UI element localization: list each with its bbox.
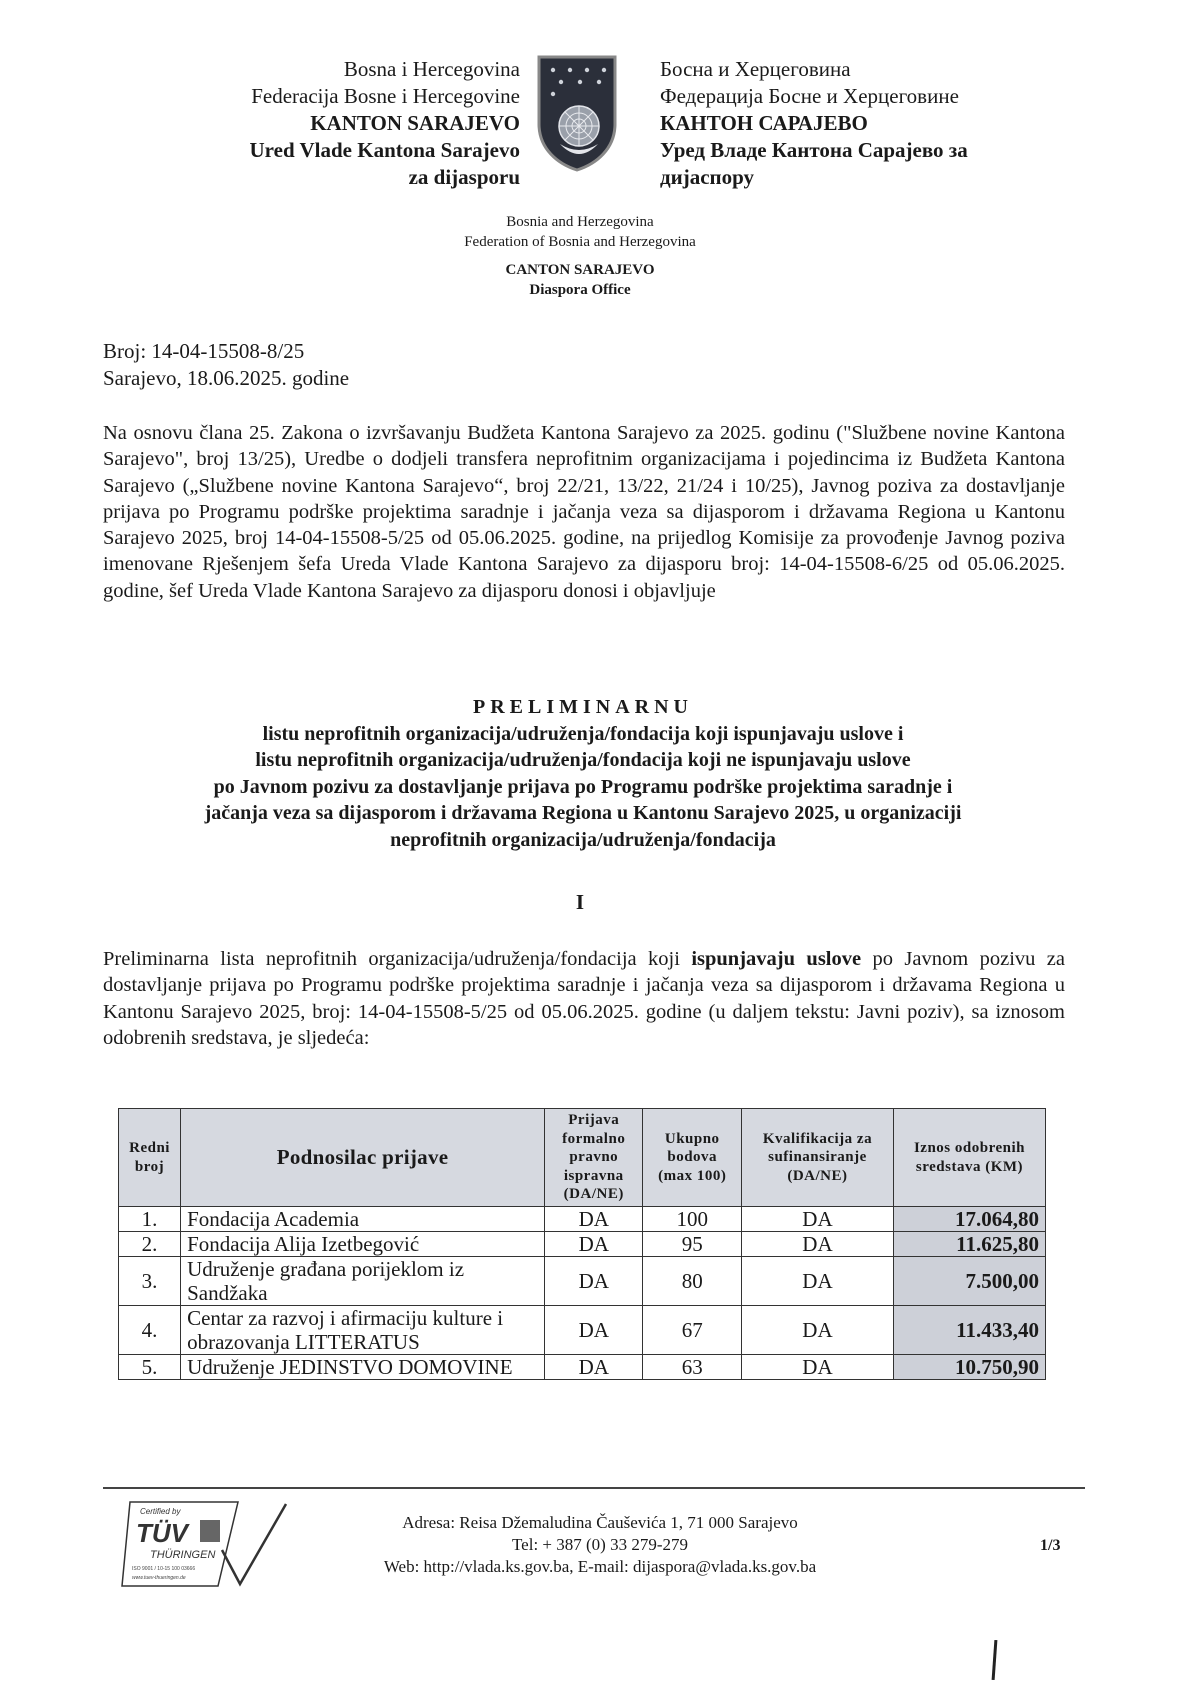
table-row [119, 1207, 1046, 1232]
cell-formal: DA [545, 1306, 643, 1355]
title-main: PRELIMINARNU [473, 696, 693, 718]
page-number: 1/3 [1040, 1537, 1061, 1554]
footer-web-email: Web: http://vlada.ks.gov.ba, E-mail: dijaspora@vlada.ks.gov.ba [383, 1557, 817, 1576]
header-federation-cyr: Федерација Босне и Херцеговине [660, 84, 959, 108]
cell-points: 67 [643, 1306, 741, 1355]
cell-amount: 11.433,40 [893, 1306, 1045, 1355]
header-federation: Federacija Bosne i Hercegovine [251, 84, 520, 108]
header-formalno: Prijava formalno pravno ispravna (DA/NE) [545, 1109, 643, 1207]
cell-applicant: Fondacija Academia [181, 1207, 545, 1232]
cell-points: 100 [643, 1207, 741, 1232]
cell-points: 63 [643, 1355, 741, 1380]
cell-points: 80 [643, 1257, 741, 1306]
header-canton: KANTON SARAJEVO [310, 111, 520, 135]
tuv-brand: TÜV [136, 1518, 188, 1548]
cell-amount: 7.500,00 [893, 1257, 1045, 1306]
cell-formal: DA [545, 1355, 643, 1380]
title-line: listu neprofitnih organizacija/udruženja/fondacija koji ne ispunjavaju uslove [255, 749, 911, 771]
title-line: neprofitnih organizacija/udruženja/fondacija [390, 828, 776, 851]
cell-qualified: DA [741, 1232, 893, 1257]
cell-qualified: DA [741, 1306, 893, 1355]
header-bosnian-latin [150, 56, 520, 191]
header-canton-cyr: КАНТОН САРАЈЕВО [660, 111, 868, 135]
cell-formal: DA [545, 1207, 643, 1232]
table-row [119, 1257, 1046, 1306]
cell-applicant: Centar za razvoj i afirmaciju kulture i obrazovanja LITTERATUS [181, 1306, 545, 1355]
cell-qualified: DA [741, 1207, 893, 1232]
section-text: po Javnom pozivu za dostavljanje prijava po Programu podrške projektima saradnje i jačanja veza sa dijasporom i državama Regiona u Kantonu Sarajevo 2025, broj: 14-04-15508-5/25 od 05.06.2025. godine (u daljem tekstu: Javni poziv), sa iznosom odobrenih sredstava, je sljedeća: [103, 948, 1065, 1049]
reference-place-date: Sarajevo, 18.06.2025. godine [103, 366, 350, 390]
applicants-table [118, 1108, 1046, 1380]
footer-divider [103, 1487, 1085, 1489]
cell-applicant: Fondacija Alija Izetbegović [181, 1232, 545, 1257]
tuv-certified-by: Certified by [140, 1507, 181, 1516]
cell-amount: 17.064,80 [893, 1207, 1045, 1232]
header-english [380, 212, 780, 300]
title-line: po Javnom pozivu za dostavljanje prijava po Programu podrške projektima saradnje i [213, 775, 953, 798]
preamble-paragraph: Na osnovu člana 25. Zakona o izvršavanju Budžeta Kantona Sarajevo za 2025. godinu ("Službene novine Kantona Sarajevo", broj 13/25), Uredbe o dodjeli transfera neprofitnim organizacijama i pojedincima iz Budžeta Kantona Sarajevo („Službene novine Kantona Sarajevo“, broj 22/21, 13/22, 21/24 i 10/25), Javnog poziva za dostavljanje prijava po Programu podrške projektima saradnje i jačanja veza sa dijasporom i državama Regiona u Kantonu Sarajevo 2025, broj 14-04-15508-5/25 od 05.06.2025. godine, na prijedlog Komisije za provođenje Javnog poziva imenovane Rješenjem šefa Ureda Vlade Kantona Sarajevo za dijasporu broj: 14-04-15508-6/25 od 05.06.2025. godine, šef Ureda Vlade Kantona Sarajevo za dijasporu donosi i objavljuje [103, 422, 1065, 602]
cell-qualified: DA [741, 1257, 893, 1306]
document-title [110, 694, 1056, 853]
table-row [119, 1232, 1046, 1257]
header-office-cont: za dijasporu [408, 165, 520, 189]
title-line: jačanja veza sa dijasporom i državama Regiona u Kantonu Sarajevo 2025, u organizaciji [204, 802, 962, 824]
section-number: I [575, 890, 585, 914]
cell-applicant: Udruženje građana porijeklom iz Sandžaka [181, 1257, 545, 1306]
title-line: listu neprofitnih organizacija/udruženja/fondacija koji ispunjavaju uslove i [262, 722, 904, 745]
header-country-en: Bosnia and Herzegovina [506, 214, 654, 230]
footer-address: Adresa: Reisa Džemaludina Čauševića 1, 71 000 Sarajevo [402, 1513, 798, 1532]
document-reference [103, 338, 349, 392]
cell-number: 3. [119, 1257, 181, 1306]
cell-number: 4. [119, 1306, 181, 1355]
table-row [119, 1355, 1046, 1380]
coat-of-arms-icon [536, 54, 618, 172]
cell-points: 95 [643, 1232, 741, 1257]
tuv-standards: ISO 9001 / 10-15 100 03666 [132, 1566, 196, 1572]
reference-number: Broj: 14-04-15508-8/25 [103, 339, 305, 363]
header-kvalifikacija: Kvalifikacija za sufinansiranje (DA/NE) [741, 1109, 893, 1207]
footer-contact [300, 1512, 900, 1578]
header-office: Ured Vlade Kantona Sarajevo [249, 138, 520, 162]
scan-mark [992, 1640, 998, 1680]
cell-qualified: DA [741, 1355, 893, 1380]
section-text: Preliminarna lista neprofitnih organizacija/udruženja/fondacija koji [103, 948, 692, 970]
cell-number: 1. [119, 1207, 181, 1232]
tuv-region: THÜRINGEN [150, 1549, 216, 1561]
header-iznos: Iznos odobrenih sredstava (KM) [893, 1109, 1045, 1207]
section-text-bold: ispunjavaju uslove [691, 948, 862, 970]
footer-phone: Tel: + 387 (0) 33 279-279 [511, 1535, 688, 1554]
section-paragraph [103, 946, 1065, 1051]
cell-formal: DA [545, 1257, 643, 1306]
header-office-cont-cyr: дијаспору [660, 165, 755, 189]
cell-formal: DA [545, 1232, 643, 1257]
cell-applicant: Udruženje JEDINSTVO DOMOVINE [181, 1355, 545, 1380]
header-redni-broj: Redni broj [119, 1109, 181, 1207]
header-bodovi: Ukupno bodova (max 100) [643, 1109, 741, 1207]
header-bosnian-cyrillic [660, 56, 1080, 191]
header-office-cyr: Уред Владе Кантона Сарајево за [660, 138, 968, 162]
header-country-cyr: Босна и Херцеговина [660, 57, 851, 81]
cell-number: 5. [119, 1355, 181, 1380]
header-office-en: Diaspora Office [529, 282, 631, 298]
tuv-url: www.tuev-thueringen.de [132, 1575, 186, 1581]
table-row [119, 1306, 1046, 1355]
header-federation-en: Federation of Bosnia and Herzegovina [464, 234, 696, 250]
table-header-row [119, 1109, 1046, 1207]
tuv-certification-logo [118, 1500, 308, 1588]
header-canton-en: CANTON SARAJEVO [505, 262, 655, 278]
cell-amount: 11.625,80 [893, 1232, 1045, 1257]
header-country: Bosna i Hercegovina [343, 57, 520, 81]
cell-amount: 10.750,90 [893, 1355, 1045, 1380]
cell-number: 2. [119, 1232, 181, 1257]
header-podnosilac: Podnosilac prijave [181, 1109, 545, 1207]
